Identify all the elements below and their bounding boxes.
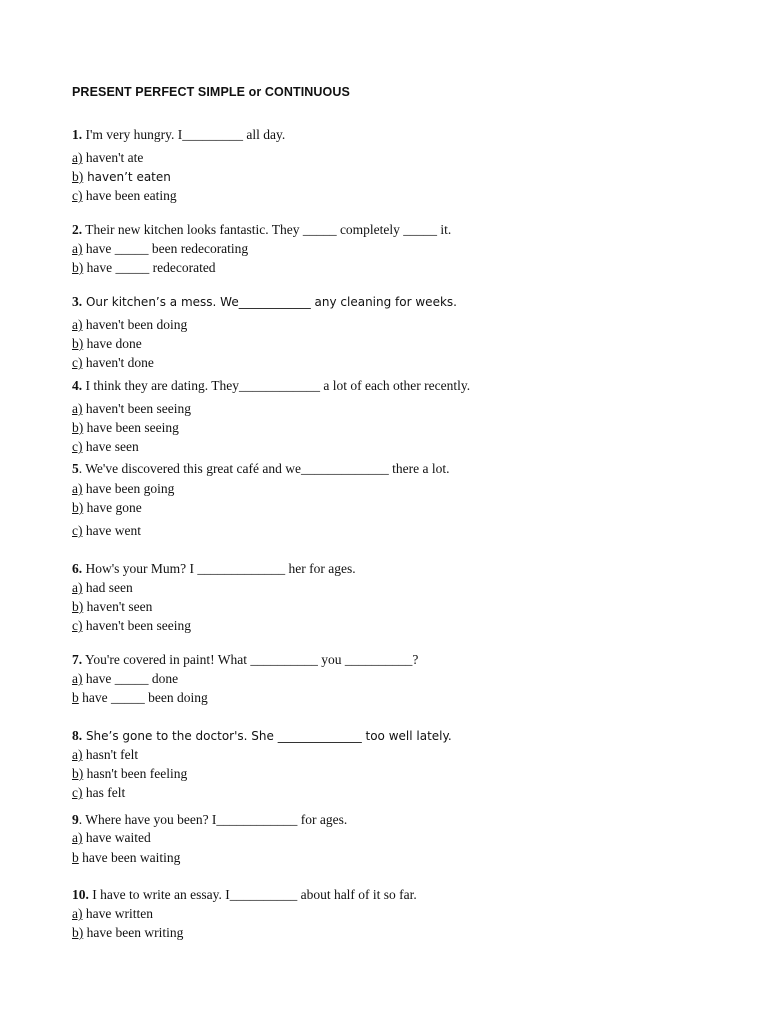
answer-option <box>72 830 151 846</box>
option-text: have done <box>83 336 142 351</box>
question-text: I have to write an essay. I__________ about half of it so far. <box>88 887 417 902</box>
answer-option <box>72 671 178 687</box>
option-letter: a) <box>72 580 83 595</box>
question-text: . We've discovered this great café and we_____________ there a lot. <box>78 461 450 476</box>
option-letter: a) <box>72 150 83 165</box>
option-text: have been eating <box>82 188 177 203</box>
option-text: haven't seen <box>83 599 153 614</box>
option-text: hasn't been feeling <box>83 766 188 781</box>
question-7 <box>72 652 418 668</box>
option-letter: b) <box>72 336 84 351</box>
answer-option <box>72 169 171 185</box>
option-letter: a) <box>72 671 83 686</box>
option-letter: b) <box>72 766 84 781</box>
answer-option <box>72 481 174 497</box>
answer-option <box>72 317 187 333</box>
question-4 <box>72 378 470 394</box>
option-text: haven't been doing <box>82 317 188 332</box>
option-letter: c) <box>72 439 83 454</box>
option-text: haven't been seeing <box>82 401 192 416</box>
option-text: have been writing <box>83 925 184 940</box>
question-5 <box>72 461 449 477</box>
option-text: have _____ been redecorating <box>82 241 249 256</box>
question-number: 6. <box>72 561 83 576</box>
question-text: I think they are dating. They____________ a lot of each other recently. <box>82 378 471 393</box>
question-9 <box>72 812 347 828</box>
question-text: How's your Mum? I _____________ her for ages. <box>82 561 356 576</box>
answer-option <box>72 747 138 763</box>
option-letter: b) <box>72 599 84 614</box>
option-letter: b) <box>72 925 84 940</box>
question-number: 7. <box>72 652 83 667</box>
question-text: Our kitchen’s a mess. We____________ any cleaning for weeks. <box>82 295 457 309</box>
option-letter: c) <box>72 618 83 633</box>
option-letter: c) <box>72 523 83 538</box>
answer-option <box>72 241 248 257</box>
answer-option <box>72 150 143 166</box>
option-text: have went <box>82 523 141 538</box>
option-letter: a) <box>72 906 83 921</box>
question-number: 2. <box>72 222 83 237</box>
page-title: PRESENT PERFECT SIMPLE or CONTINUOUS <box>72 85 350 99</box>
answer-option <box>72 925 183 941</box>
answer-option <box>72 355 154 371</box>
option-letter: a) <box>72 401 83 416</box>
option-text: have gone <box>83 500 142 515</box>
option-text: have seen <box>82 439 139 454</box>
option-letter: b) <box>72 500 84 515</box>
option-letter: b) <box>72 169 84 184</box>
question-1 <box>72 127 285 143</box>
answer-option <box>72 188 177 204</box>
question-number: 9 <box>72 812 79 827</box>
option-text: had seen <box>82 580 133 595</box>
option-letter: a) <box>72 481 83 496</box>
answer-option <box>72 618 191 634</box>
answer-option <box>72 580 133 596</box>
answer-option <box>72 599 152 615</box>
question-text: I'm very hungry. I_________ all day. <box>82 127 286 142</box>
answer-option <box>72 523 141 539</box>
option-letter: c) <box>72 785 83 800</box>
option-letter: b) <box>72 420 84 435</box>
answer-option <box>72 785 125 801</box>
question-number: 8. <box>72 728 83 743</box>
question-number: 4. <box>72 378 83 393</box>
option-text: have _____ done <box>82 671 179 686</box>
option-text: haven't ate <box>82 150 144 165</box>
question-text: You're covered in paint! What __________ you __________? <box>82 652 419 667</box>
option-text: haven’t eaten <box>83 170 171 184</box>
option-letter: b <box>72 850 79 865</box>
question-number: 5 <box>72 461 79 476</box>
option-text: has felt <box>82 785 126 800</box>
answer-option <box>72 850 180 866</box>
option-text: have written <box>82 906 153 921</box>
answer-option <box>72 766 187 782</box>
option-text: haven't done <box>82 355 154 370</box>
question-3 <box>72 294 457 310</box>
option-text: have _____ redecorated <box>83 260 216 275</box>
answer-option <box>72 690 208 706</box>
answer-option <box>72 260 216 276</box>
option-text: have been seeing <box>83 420 179 435</box>
option-text: have waited <box>82 830 151 845</box>
question-6 <box>72 561 356 577</box>
answer-option <box>72 420 179 436</box>
answer-option <box>72 439 139 455</box>
question-number: 1. <box>72 127 83 142</box>
question-text: Their new kitchen looks fantastic. They _____ completely _____ it. <box>82 222 452 237</box>
option-letter: c) <box>72 355 83 370</box>
question-text: . Where have you been? I____________ for ages. <box>78 812 348 827</box>
question-number: 3. <box>72 294 83 309</box>
option-letter: a) <box>72 317 83 332</box>
question-10 <box>72 887 417 903</box>
option-letter: a) <box>72 830 83 845</box>
answer-option <box>72 906 153 922</box>
option-letter: a) <box>72 241 83 256</box>
question-8 <box>72 728 452 744</box>
option-text: have _____ been doing <box>78 690 208 705</box>
question-text: She’s gone to the doctor's. She ______________ too well lately. <box>82 729 452 743</box>
question-2 <box>72 222 451 238</box>
answer-option <box>72 336 142 352</box>
answer-option <box>72 500 142 516</box>
option-letter: b) <box>72 260 84 275</box>
answer-option <box>72 401 191 417</box>
option-text: hasn't felt <box>82 747 139 762</box>
question-number: 10. <box>72 887 89 902</box>
option-letter: a) <box>72 747 83 762</box>
option-text: have been waiting <box>78 850 181 865</box>
option-text: have been going <box>82 481 175 496</box>
option-text: haven't been seeing <box>82 618 192 633</box>
option-letter: b <box>72 690 79 705</box>
option-letter: c) <box>72 188 83 203</box>
